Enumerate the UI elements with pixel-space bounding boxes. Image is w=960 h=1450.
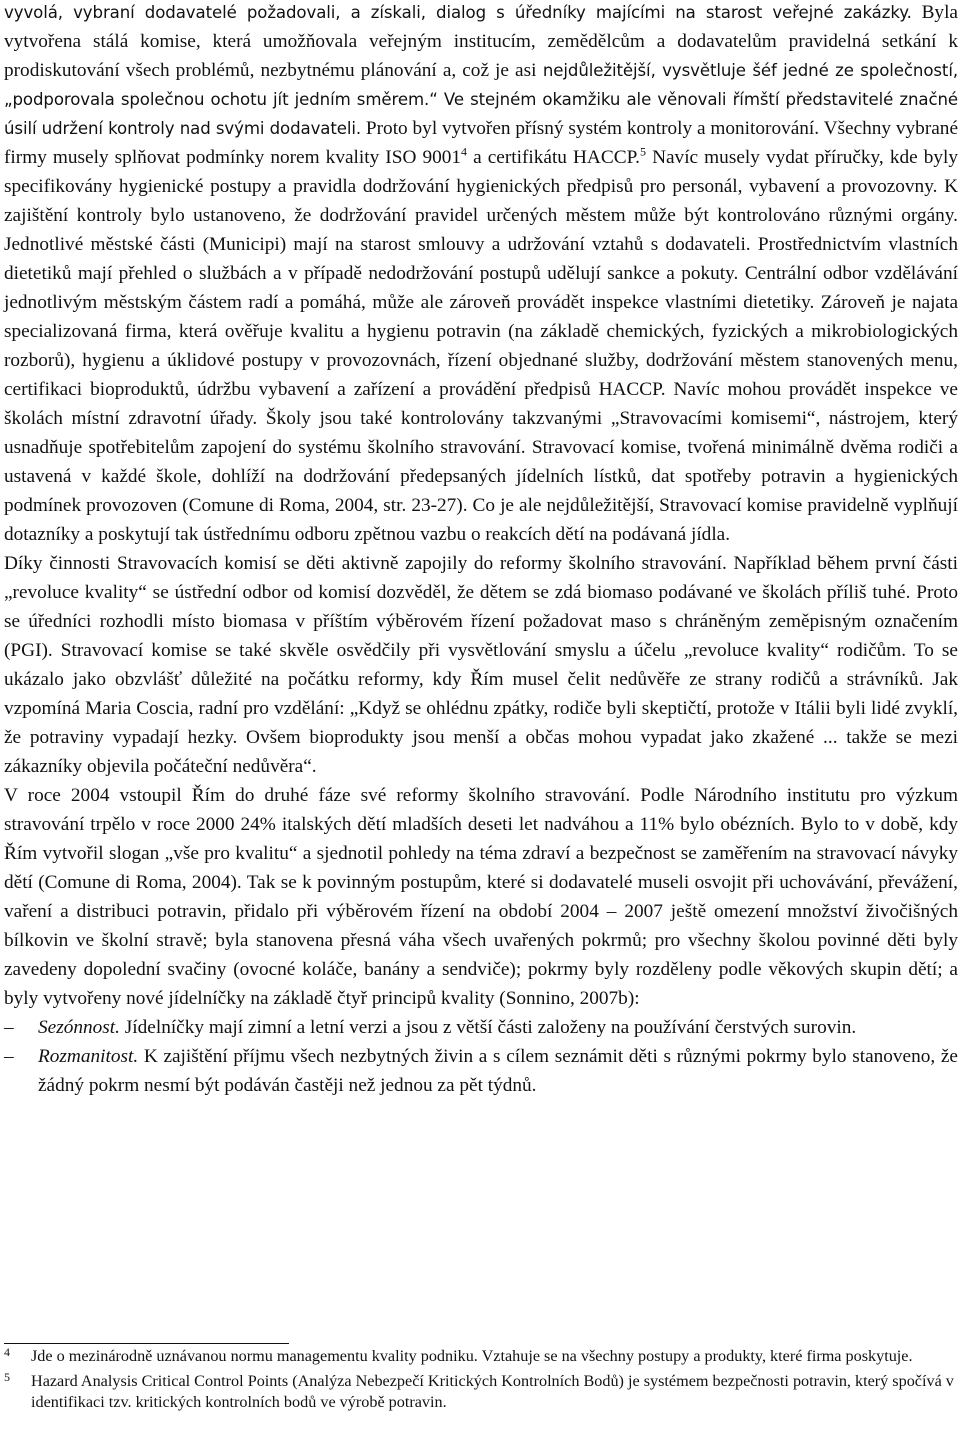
text-run: Proto byl vytvořen přísný systém kontroly a monitorování. Všechny vybrané firmy musely splňovat podmínky norem kvality ISO 9001 (4, 118, 959, 168)
footnote-5 (4, 1371, 954, 1413)
quality-principles-list (4, 1013, 958, 1100)
dash-marker: – (4, 1017, 14, 1038)
footnote-text: Hazard Analysis Critical Control Points (Analýza Nebezpečí Kritických Kontrolních Bodů) je systémem bezpečnosti potravin, který spočívá v identifikaci tzv. kritických kontrolních bodů ve výrobě potravin. (31, 1372, 954, 1411)
list-item (4, 1042, 958, 1100)
list-text: K zajištění příjmu všech nezbytných živin a s cílem seznámit děti s různými pokrmy bylo stanoveno, že žádný pokrm nesmí být podáván častěji než jednou za pět týdnů. (38, 1046, 958, 1096)
footnote-ref-4[interactable]: 4 (461, 144, 468, 159)
dash-marker: – (4, 1046, 14, 1067)
list-item (4, 1013, 958, 1042)
paragraph-committees: Díky činnosti Stravovacích komisí se děti aktivně zapojily do reformy školního stravování. Například během první části „revoluce kvality“ se ústřední odbor od komisí dozvěděl, že dětem se zdá biomaso podávané ve školách příliš tuhé. Proto se úředníci rozhodli místo biomasa v příštím výběrovém řízení požadovat maso s chráněným zeměpisným označením (PGI). Stravovací komise se také skvěle osvědčily při vysvětlování smyslu a účelu „revoluce kvality“ rodičům. To se ukázalo jako obzvlášť důležité na počátku reformy, kdy Řím musel čelit nedůvěře ze strany rodičů a strávníků. Jak vzpomíná Maria Coscia, radní pro vzdělání: „Když se ohlédnu zpátky, rodiče byli skeptičtí, protože v Itálii byli lidé zvyklí, že potraviny vypadají hezky. Ovšem bioprodukty jsou menší a občas mohou vypadat jako zkažené ... takže se mezi zákazníky objevila počáteční nedůvěra“. (4, 553, 958, 777)
footnote-number: 5 (4, 1370, 10, 1384)
text-run: a certifikátu HACCP. (467, 147, 640, 168)
paragraph-controls (4, 0, 958, 549)
text-run: Navíc musely vydat příručky, kde byly specifikovány hygienické postupy a pravidla dodržování hygienických předpisů pro personál, vybavení a provozovny. K zajištění kontroly bylo ustanoveno, že dodržování pravidel určených městem může být kontrolováno různými orgány. Jednotlivé městské části (Municipi) mají na starost smlouvy a udržování vztahů s dodavateli. Prostřednictvím vlastních dietetiků mají přehled o službách a v případě nedodržování postupů udělují sankce a pokuty. Centrální odbor vzdělávání jednotlivým městským částem radí a pomáhá, může ale zároveň provádět inspekce vlastními dietetiky. Zároveň je najata specializovaná firma, která ověřuje kvalitu a hygienu potravin (na základě chemických, fyzických a mikrobiologických rozborů), hygienu a úklidové postupy v provozovnách, řízení objednané služby, dodržování městem stanovených menu, certifikaci bioproduktů, údržbu vybavení a zařízení a provádění předpisů HACCP. Navíc mohou provádět inspekce ve školách místní zdravotní úřady. Školy jsou také kontrolovány takzvanými „Stravovacími komisemi“, nástrojem, který usnadňuje spotřebitelům zapojení do systému školního stravování. Stravovací komise, tvořená minimálně dvěma rodiči a ustavená v každé škole, dohlíží na dodržování předepsaných jídelních lístků, dat spotřeby potravin a hygienických podmínek provozoven (Comune di Roma, 2004, str. 23-27). Co je ale nejdůležitější, Stravovací komise pravidelně vyplňují dotazníky a poskytují tak ústřednímu odboru zpětnou vazbu o reakcích dětí na podávaná jídla. (4, 147, 959, 545)
list-text: Jídelníčky mají zimní a letní verzi a jsou z větší části založeny na používání čerstvých surovin. (119, 1017, 857, 1038)
paragraph-second-phase: V roce 2004 vstoupil Řím do druhé fáze své reformy školního stravování. Podle Národního institutu pro výzkum stravování trpělo v roce 2000 24% italských dětí mladších deseti let nadváhou a 11% bylo obézních. Bylo to v době, kdy Řím vytvořil slogan „vše pro kvalitu“ a sjednotil pohledy na téma zdraví a bezpečnost se zaměřením na stravovací návyky dětí (Comune di Roma, 2004). Tak se k povinným postupům, které si dodavatelé museli osvojit při uchovávání, převážení, vaření a distribuci potravin, přidalo při výběrovém řízení na období 2004 – 2007 ještě omezení množství živočišných bílkovin ve školní stravě; byla stanovena přesná váha všech uvařených pokrmů; pro všechny školou povinné děti byly zavedeny dopolední svačiny (ovocné koláče, banány a sendviče); pokrmy byly rozděleny podle věkových skupin dětí; a byly vytvořeny nové jídelníčky na základě čtyř principů kvality (Sonnino, 2007b): (4, 785, 958, 1009)
footnote-number: 4 (4, 1345, 10, 1359)
text-run: Byla vytvořena stálá komise, která umožňovala veřejným institucím, zemědělcům a dodavatelům pravidelná setkání k prodiskutování všech problémů, nezbytnému plánování a, což je asi (4, 2, 958, 81)
footnote-ref-5[interactable]: 5 (640, 144, 646, 159)
text-run: vyvolá, vybraní dodavatelé požadovali, a získali, dialog s úředníky majícími na starost veřejné zakázky. (4, 3, 912, 22)
footnote-4 (4, 1346, 954, 1367)
list-term: Rozmanitost. (38, 1046, 139, 1067)
document-page (4, 0, 958, 1100)
footnote-text: Jde o mezinárodně uznávanou normu managementu kvality podniku. Vztahuje se na všechny postupy a produkty, které firma poskytuje. (31, 1347, 913, 1365)
footnotes (4, 1343, 954, 1417)
footnote-separator (4, 1343, 289, 1344)
list-term: Sezónnost. (38, 1017, 120, 1038)
text-run: nejdůležitější, vysvětluje šéf jedné ze společností, „podporovala společnou ochotu jít jedním směrem.“ Ve stejném okamžiku ale věnovali římští představitelé značné úsilí udržení kontroly nad svými dodavateli. (4, 61, 959, 138)
